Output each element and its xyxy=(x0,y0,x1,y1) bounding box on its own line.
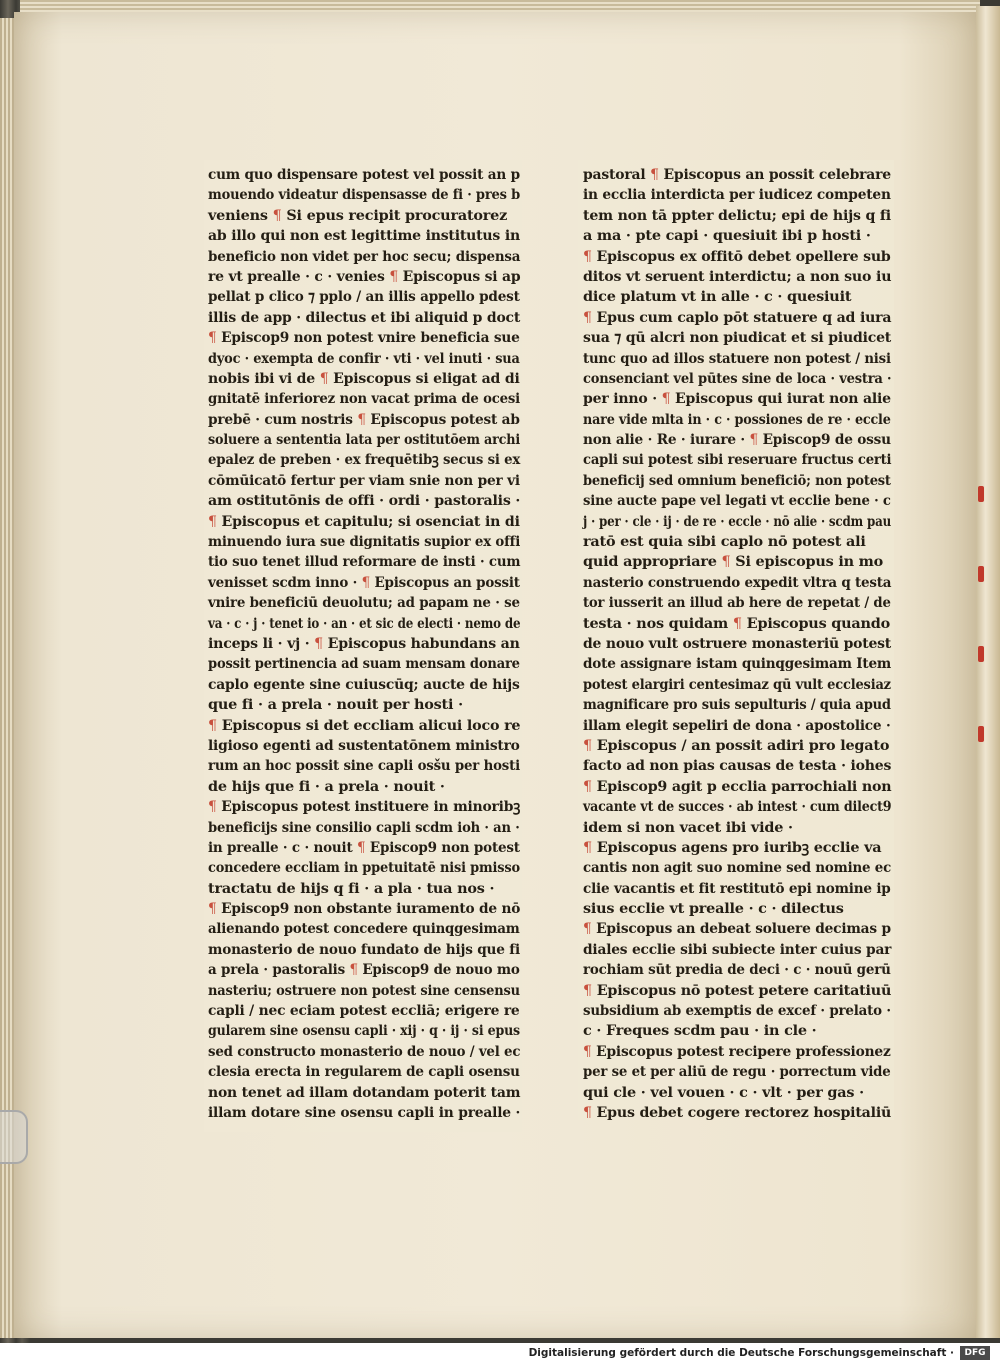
text-line: sua ⁊ qū alcri non piudicat et si piudicet xyxy=(583,329,892,347)
text-line: ¶ Episcopus potest recipere professionez xyxy=(583,1042,891,1060)
dfg-credit-text: Digitalisierung gefördert durch die Deutsche Forschungsgemeinschaft · xyxy=(528,1347,954,1359)
text-line: magnificare pro suis sepulturis / quia apud xyxy=(583,696,891,714)
text-line: clesia erecta in regularem de capli osensu xyxy=(208,1063,520,1081)
rubric-paragraph-mark: ¶ xyxy=(208,330,217,347)
rubric-paragraph-mark: ¶ xyxy=(208,513,217,530)
text-line: beneficij sed omnium beneficiō; non potest xyxy=(583,471,891,489)
text-line: clie vacantis et fit restitutō epi nomine ip xyxy=(583,879,891,897)
text-line: ¶ Epus debet cogere rectorez hospitaliū xyxy=(583,1103,892,1121)
text-line: ligioso egenti ad sustentatōnem ministro xyxy=(208,736,520,754)
text-line: venisset scdm inno · ¶ Episcopus an possit xyxy=(208,573,520,591)
text-line: dice platum vt in alle · c · quesiuit xyxy=(583,288,852,306)
text-line: capli sui potest sibi reseruare fructus certi xyxy=(583,451,892,469)
text-line: ¶ Episcopus agens pro iuribꝫ ecclie va xyxy=(583,838,882,856)
rubric-paragraph-mark: ¶ xyxy=(357,839,366,856)
rubric-paragraph-mark: ¶ xyxy=(583,248,592,265)
text-line: qui cle · vel vouen · c · vlt · per gas · xyxy=(583,1083,864,1101)
text-line: de nouo vult ostruere monasteriū potest xyxy=(583,634,892,652)
text-line: rochiam sūt predia de deci · c · nouū gerū xyxy=(583,961,891,979)
text-line: non tenet ad illam dotandam poterit tam xyxy=(208,1083,521,1101)
text-line: ¶ Episcop9 non potest vnire beneficia sue xyxy=(208,329,520,347)
text-line: vacante vt de succes · ab intest · cum dilect9 xyxy=(583,798,892,816)
rubric-paragraph-mark: ¶ xyxy=(661,391,671,408)
text-line: illis de app · dilectus et ibi aliquid p doct xyxy=(208,308,521,326)
text-line: ¶ Episcopus si det eccliam alicui loco re xyxy=(208,716,521,734)
rubric-paragraph-mark: ¶ xyxy=(583,982,592,999)
rubric-tab-marker xyxy=(978,646,984,662)
dfg-logo: DFG xyxy=(960,1346,990,1360)
text-line: testa · nos quidam ¶ Episcopus quando xyxy=(583,614,891,632)
text-line: potest elargiri centesimaz qū vult ecclesiaz xyxy=(583,675,891,693)
text-line: illam dotare sine osensu capli in prealle · xyxy=(208,1103,521,1121)
text-line: re vt prealle · c · venies ¶ Episcopus si ap xyxy=(208,267,521,285)
text-line: veniens ¶ Si epus recipit procuratorez xyxy=(208,206,508,224)
text-line: nobis ibi vi de ¶ Episcopus si eligat ad di xyxy=(208,369,520,387)
rubric-paragraph-mark: ¶ xyxy=(583,921,592,938)
text-line: in prealle · c · nouit ¶ Episcop9 non potest xyxy=(208,838,520,856)
rubric-paragraph-mark: ¶ xyxy=(583,839,592,856)
text-line: inceps li · vj · ¶ Episcopus habundans an xyxy=(208,634,520,652)
rubric-paragraph-mark: ¶ xyxy=(389,268,399,285)
text-line: pellat p clico ⁊ pplo / an illis appello pdest xyxy=(208,288,520,306)
text-line: nasterio construendo expedit vltra q testa xyxy=(583,573,892,591)
text-line: in ecclia interdicta per iudicez competen xyxy=(583,186,891,204)
text-line: beneficijs sine consilio capli scdm ioh · an · xyxy=(208,818,520,836)
text-line: pastoral ¶ Episcopus an possit celebrare xyxy=(583,166,891,183)
text-line: mouendo videatur dispensasse de fi · pres b xyxy=(208,186,521,204)
rubric-paragraph-mark: ¶ xyxy=(583,309,592,326)
rubric-paragraph-mark: ¶ xyxy=(583,1104,592,1121)
text-line: per se et per aliū de regu · porrectum vide xyxy=(583,1063,891,1081)
text-line: gnitatē inferiorez non vacat prima de ocesi xyxy=(208,390,520,408)
rubric-paragraph-mark: ¶ xyxy=(583,1043,592,1060)
text-line: tunc quo ad illos statuere non potest / nisi xyxy=(583,349,891,367)
text-line: beneficio non videt per hoc secu; dispensa xyxy=(208,247,521,265)
rubric-paragraph-mark: ¶ xyxy=(208,799,217,816)
rubric-paragraph-mark: ¶ xyxy=(208,717,217,734)
text-line: que fi · a prela · nouit per hosti · xyxy=(208,696,463,714)
footer-bar xyxy=(0,1343,1000,1363)
rubric-paragraph-mark: ¶ xyxy=(749,432,759,449)
text-line: ¶ Episcopus ex offitō debet opellere sub xyxy=(583,247,891,265)
text-line: per inno · ¶ Episcopus qui iurat non alie xyxy=(583,390,891,408)
text-line: a ma · pte capi · quesiuit ibi p hosti · xyxy=(583,227,871,245)
text-line: nare vide mlta in · c · possiones de re · eccle xyxy=(583,410,891,428)
text-line: ratō est quia sibi caplo nō potest ali xyxy=(583,533,866,551)
text-line: gularem sine osensu capli · xij · q · ij · si epus xyxy=(208,1022,520,1040)
text-line: sed constructo monasterio de nouo / vel ec xyxy=(208,1042,521,1060)
text-line: non alie · Re · iurare · ¶ Episcop9 de ossu xyxy=(583,431,891,449)
fore-edge xyxy=(976,6,1000,1338)
text-line: sine aucte pape vel legati vt ecclie bene · c xyxy=(583,492,891,510)
text-line: ¶ Epus cum caplo pōt statuere q ad iura xyxy=(583,308,892,326)
text-line: idem si non vacet ibi vide · xyxy=(583,818,793,836)
text-line: a prela · pastoralis ¶ Episcop9 de nouo mo xyxy=(208,961,520,979)
text-line: tractatu de hijs q fi · a pla · tua nos · xyxy=(208,879,495,897)
text-line: caplo egente sine cuiuscūq; aucte de hijs xyxy=(208,675,520,693)
left-text-column xyxy=(208,165,520,1123)
rubric-paragraph-mark: ¶ xyxy=(349,962,358,979)
text-line: am ostitutōnis de offi · ordi · pastoralis · xyxy=(208,492,521,510)
text-line: ¶ Episcop9 non obstante iuramento de nō xyxy=(208,900,521,918)
text-line: possit pertinencia ad suam mensam donare xyxy=(208,655,520,673)
rubric-paragraph-mark: ¶ xyxy=(319,370,329,387)
text-line: cum quo dispensare potest vel possit an p xyxy=(208,166,520,183)
text-line: soluere a sententia lata per ostitutōem archi xyxy=(208,431,521,449)
text-line: ditos vt seruent interdictu; a non suo iu xyxy=(583,267,892,285)
text-line: diales ecclie sibi subiecte inter cuius par xyxy=(583,940,892,958)
rubric-tab-marker xyxy=(978,566,984,582)
rubric-paragraph-mark: ¶ xyxy=(583,778,592,795)
rubric-paragraph-mark: ¶ xyxy=(272,207,282,224)
text-line: cantis non agit suo nomine sed nomine ec xyxy=(583,859,892,877)
rubric-paragraph-mark: ¶ xyxy=(650,167,659,183)
book-clasp xyxy=(0,1110,28,1164)
text-line: de hijs que fi · a prela · nouit · xyxy=(208,777,445,795)
text-line: ¶ Episcop9 agit p ecclia parrochiali non xyxy=(583,777,892,795)
rubric-tab-marker xyxy=(978,726,984,742)
text-line: quid appropriare ¶ Si episcopus in mo xyxy=(583,553,884,571)
rubric-paragraph-mark: ¶ xyxy=(721,554,731,571)
text-line: capli / nec eciam potest eccliā; erigere re xyxy=(208,1002,520,1020)
rubric-paragraph-mark: ¶ xyxy=(208,901,217,918)
text-line: c · Freques scdm pau · in cle · xyxy=(583,1022,817,1040)
text-line: nasteriu; ostruere non potest sine censensu xyxy=(208,981,520,999)
right-text-column xyxy=(583,165,891,1123)
text-line: dyoc · exempta de confir · vti · vel inuti · sua xyxy=(208,349,520,367)
text-line: dote assignare istam quinqgesimam Item xyxy=(583,655,892,673)
text-line: tor iusserit an illud ab here de repetat / de xyxy=(583,594,891,612)
rubric-tab-marker xyxy=(978,486,984,502)
text-line: facto ad non pias causas de testa · iohes xyxy=(583,757,892,775)
text-line: vnire beneficiū deuolutu; ad papam ne · se xyxy=(208,594,520,612)
text-line: ¶ Episcopus an debeat soluere decimas p xyxy=(583,920,891,938)
rubric-paragraph-mark: ¶ xyxy=(361,574,370,591)
text-line: cōmūicatō fertur per viam snie non per vi xyxy=(208,471,520,489)
text-line: alienando potest concedere quinqgesimam xyxy=(208,920,520,938)
text-line: consenciant vel pūtes sine de loca · vestra · xyxy=(583,369,892,387)
text-line: ¶ Episcopus / an possit adiri pro legato xyxy=(583,736,890,754)
text-line: sius ecclie vt prealle · c · dilectus xyxy=(583,900,844,918)
rubric-paragraph-mark: ¶ xyxy=(357,411,366,428)
text-line: va · c · j · tenet io · an · et sic de electi · nemo de xyxy=(208,614,521,632)
text-line: j · per · cle · ij · de re · eccle · nō alie · scdm pau xyxy=(583,512,892,530)
text-line: minuendo iura sue dignitatis supior ex offi xyxy=(208,533,521,551)
rubric-paragraph-mark: ¶ xyxy=(732,615,742,632)
text-line: illam elegit sepeliri de dona · apostolice · xyxy=(583,716,891,734)
text-line: ¶ Episcopus et capitulu; si osenciat in di xyxy=(208,512,520,530)
text-line: concedere eccliam in ppetuitatē nisi pmisso xyxy=(208,859,520,877)
text-line: tio suo tenet illud reformare de insti · cum xyxy=(208,553,521,571)
text-line: ¶ Episcopus potest instituere in minoribꝫ xyxy=(208,798,521,816)
text-line: tem non tā ppter delictu; epi de hijs q fi xyxy=(583,206,891,224)
text-line: monasterio de nouo fundato de hijs que fi xyxy=(208,940,520,958)
text-line: prebē · cum nostris ¶ Episcopus potest ab xyxy=(208,410,520,428)
text-line: ¶ Episcopus nō potest petere caritatiuū xyxy=(583,981,892,999)
text-line: ab illo qui non est legittime institutus in xyxy=(208,227,520,245)
text-line: epalez de preben · ex frequētibꝫ secus si ex xyxy=(208,451,521,469)
text-line: rum an hoc possit sine capli osšu per hosti xyxy=(208,757,520,775)
rubric-paragraph-mark: ¶ xyxy=(583,737,592,754)
rubric-paragraph-mark: ¶ xyxy=(314,635,323,652)
text-line: subsidium ab exemptis de excef · prelato · xyxy=(583,1002,891,1020)
